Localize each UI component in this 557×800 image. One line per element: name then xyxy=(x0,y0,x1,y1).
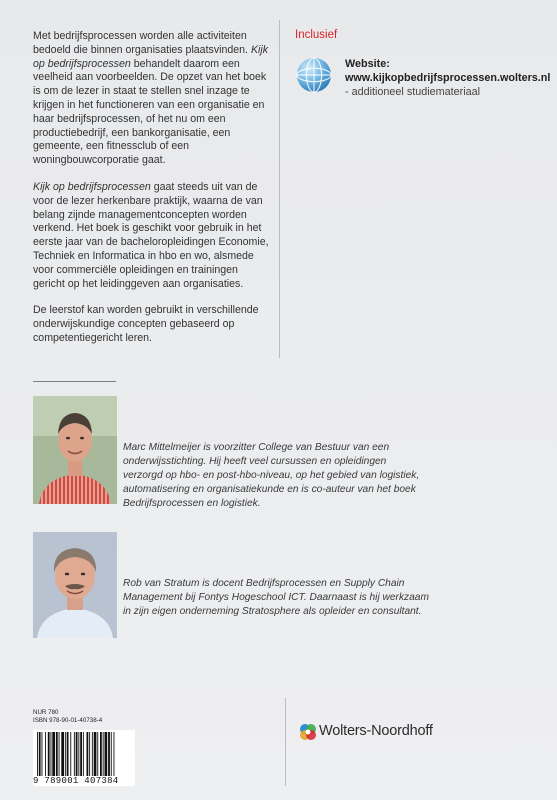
barcode-bar xyxy=(114,732,115,776)
barcode-bar xyxy=(59,732,60,776)
inclusief-heading: Inclusief xyxy=(295,29,338,41)
barcode-bar xyxy=(108,732,110,776)
barcode-bar xyxy=(48,732,50,776)
barcode-bar xyxy=(42,732,43,776)
barcode-number: 9 789001 407384 xyxy=(33,776,135,786)
barcode-bar xyxy=(61,732,64,776)
website-extra: - additioneel studiemateriaal xyxy=(345,86,481,98)
barcode-bar xyxy=(74,732,75,776)
barcode-bar xyxy=(56,732,58,776)
globe-icon xyxy=(295,56,333,94)
barcode-bar xyxy=(111,732,112,776)
barcode-bar xyxy=(94,732,97,776)
barcode-bar xyxy=(67,732,69,776)
author-bio-marc-mittelmeijer: Marc Mittelmeijer is voorzitter College van Bestuur van een onderwijsstichting. Hij heeft veel cursussen en opleidingen verzorgd op hbo- en post-hbo-niveau, op het gebied van logistiek, automatisering en organisatiekunde en is co-auteur van het boek Bedrijfsprocessen en logistiek. xyxy=(123,442,420,509)
section-separator xyxy=(33,381,116,382)
footer-divider xyxy=(285,698,286,786)
column-divider xyxy=(279,20,280,358)
author-photo-marc-mittelmeijer xyxy=(33,396,117,504)
publisher-name: Wolters-Noordhoff xyxy=(319,723,433,739)
barcode-bar xyxy=(80,732,82,776)
barcode-bar xyxy=(97,732,98,776)
isbn-code: ISBN 978-90-01-40738-4 xyxy=(33,717,103,724)
barcode-bar xyxy=(37,732,38,776)
nur-isbn-info xyxy=(33,709,102,725)
barcode-bar xyxy=(70,732,71,776)
author-bio-rob-van-stratum: Rob van Stratum is docent Bedrijfsprocessen en Supply Chain Management bij Fontys Hogeschool ICT. Daarnaast is hij werkzaam in zijn eigen onderneming Stratosphere als opleider en consultant. xyxy=(123,578,429,617)
barcode-bar xyxy=(51,732,52,776)
barcode-bar xyxy=(83,732,84,776)
barcode-bar xyxy=(78,732,79,776)
barcode-bar xyxy=(89,732,90,776)
barcode-bar xyxy=(100,732,102,776)
book-title-italic: Kijk op bedrijfsprocessen xyxy=(33,180,151,193)
wolters-noordhoff-logo-icon xyxy=(298,722,318,742)
barcode-bar xyxy=(103,732,104,776)
nur-code: NUR 780 xyxy=(33,709,59,716)
book-title-italic: Kijk op bedrijfsprocessen xyxy=(33,43,269,70)
description-paragraph-2: Kijk op bedrijfsprocessen gaat steeds uit van de voor de lezer herkenbare praktijk, waarna de van belang zijnde managementconcepten worden verkend. Het boek is geschikt voor gebruik in het eerste jaar van de bacheloropleidingen Economie, Techniek en Informatica in hbo en wo, alsmede voor commerciële opleidingen en trainingen gericht op het leidinggeven aan organisaties. xyxy=(33,180,269,290)
barcode-bar xyxy=(45,732,46,776)
description-paragraph-3: De leerstof kan worden gebruikt in verschillende onderwijskundige concepten gebaseerd op competentiegericht leren. xyxy=(33,304,259,344)
barcode-bar xyxy=(52,732,55,776)
portrait-illustration xyxy=(33,532,117,638)
website-info xyxy=(345,57,550,99)
portrait-illustration xyxy=(33,396,117,504)
barcode-bar xyxy=(87,732,89,776)
barcode-bar xyxy=(76,732,78,776)
description-paragraph-1: Met bedrijfsprocessen worden alle activiteiten bedoeld die binnen organisaties plaatsvinden. Kijk op bedrijfsprocessen behandelt daarom een veelheid aan voorbeelden. De opzet van het boek is om de lezer in staat te stellen snel inzage te krijgen in het functioneren van een organisatie en haar bedrijfsprocessen, of het nu om een productiebedrijf, een bankorganisatie, een gemeente, een fitnessclub of een woningbouwcorporatie gaat. xyxy=(33,30,269,167)
barcode-bar xyxy=(39,732,41,776)
barcode-bar xyxy=(105,732,108,776)
website-label: Website: xyxy=(345,58,390,70)
barcode-bar xyxy=(65,732,66,776)
website-url[interactable]: www.kijkopbedrijfsprocessen.wolters.nl xyxy=(345,72,551,84)
barcode-bar xyxy=(92,732,93,776)
author-photo-rob-van-stratum xyxy=(33,532,117,638)
book-description xyxy=(33,30,271,359)
